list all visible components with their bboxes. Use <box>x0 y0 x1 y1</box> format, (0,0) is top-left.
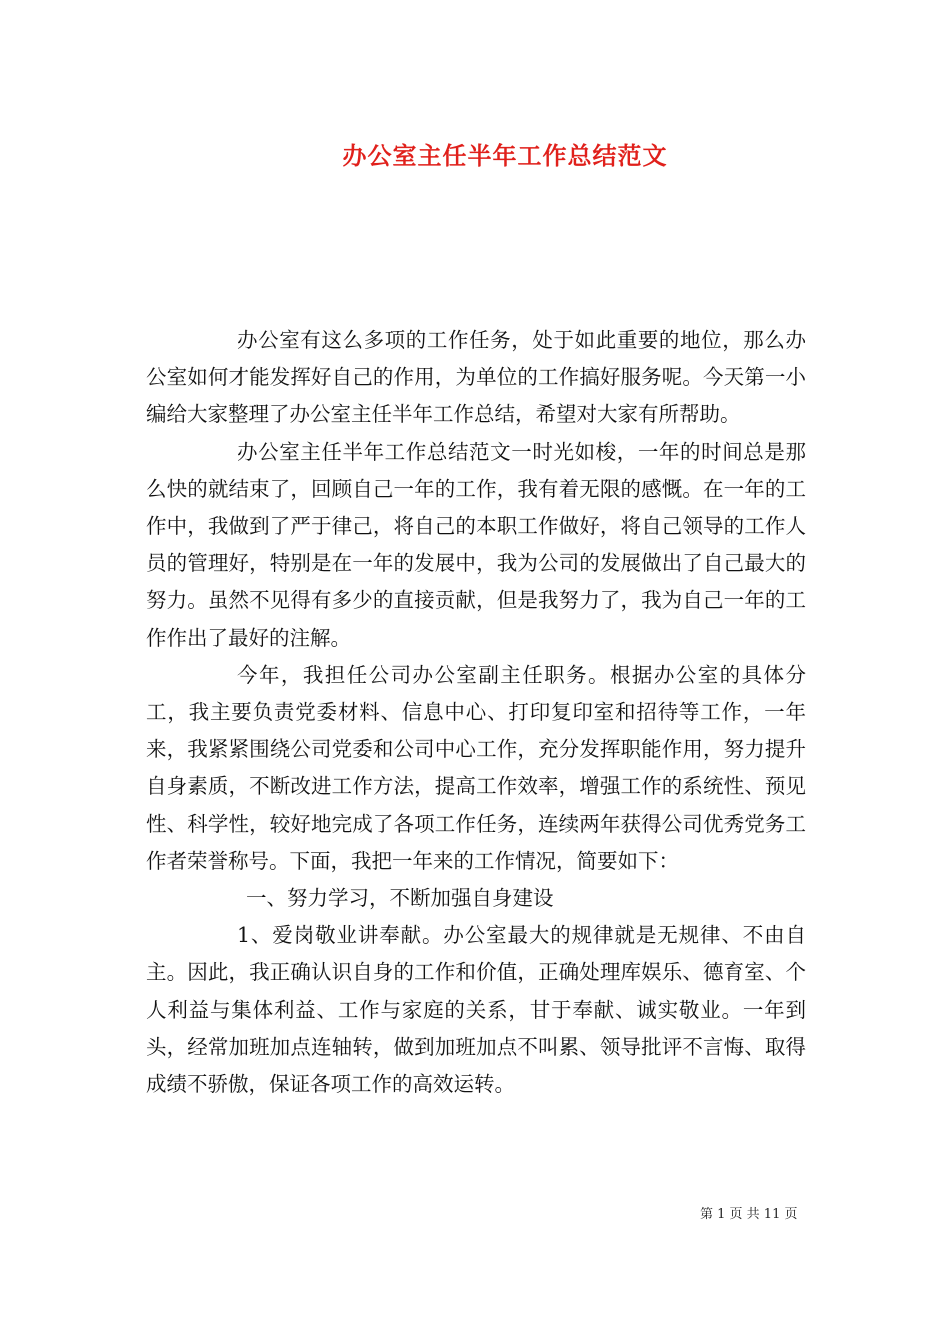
paragraph-summary: 办公室主任半年工作总结范文一时光如梭，一年的时间总是那么快的就结束了，回顾自己一年的工作，我有着无限的感慨。在一年的工作中，我做到了严于律己，将自己的本职工作做好，将自己领导的工作人员的管理好，特别是在一年的发展中，我为公司的发展做出了自己最大的努力。虽然不见得有多少的直接贡献，但是我努力了，我为自己一年的工作作出了最好的注解。 <box>146 439 806 650</box>
paragraph-dedication: 1、爱岗敬业讲奉献。办公室最大的规律就是无规律、不由自主。因此，我正确认识自身的工作和价值，正确处理库娱乐、德育室、个人利益与集体利益、工作与家庭的关系，甘于奉献、诚实敬业。一年到头，经常加班加点连轴转，做到加班加点不叫累、领导批评不言悔、取得成绩不骄傲，保证各项工作的高效运转。 <box>146 923 806 1097</box>
page-number: 第 1 页 共 11 页 <box>700 1207 798 1222</box>
section-heading: 一、努力学习，不断加强自身建设 <box>246 886 554 911</box>
paragraph-intro: 办公室有这么多项的工作任务，处于如此重要的地位，那么办公室如何才能发挥好自己的作用，为单位的工作搞好服务呢。今天第一小编给大家整理了办公室主任半年工作总结，希望对大家有所帮助。 <box>146 328 806 427</box>
document-title: 办公室主任半年工作总结范文 <box>342 141 668 170</box>
document-body <box>146 322 806 1103</box>
paragraph-duties: 今年，我担任公司办公室副主任职务。根据办公室的具体分工，我主要负责党委材料、信息中心、打印复印室和招待等工作，一年来，我紧紧围绕公司党委和公司中心工作，充分发挥职能作用，努力提升自身素质，不断改进工作方法，提高工作效率，增强工作的系统性、预见性、科学性，较好地完成了各项工作任务，连续两年获得公司优秀党务工作者荣誉称号。下面，我把一年来的工作情况，简要如下： <box>146 662 806 873</box>
